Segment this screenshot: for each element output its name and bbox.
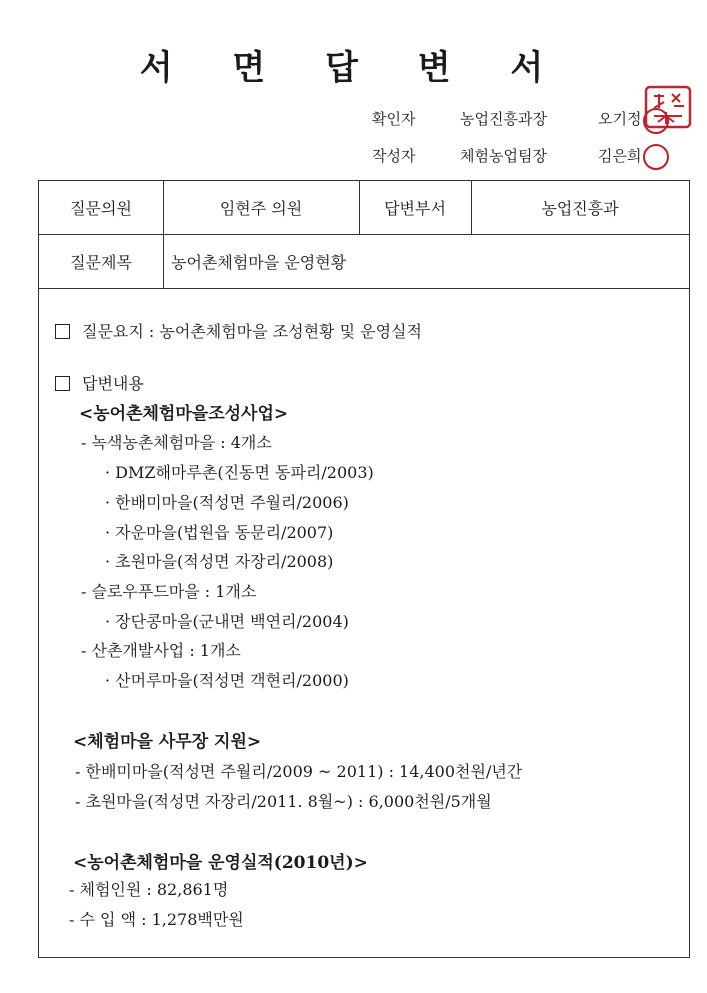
list-item: - 초원마을(적성면 자장리/2011. 8월~) : 6,000천원/5개월 <box>75 792 492 811</box>
list-item: - 한배미마을(적성면 주월리/2009 ~ 2011) : 14,400천원/년간 <box>75 762 523 781</box>
subject-label: 질문제목 <box>70 253 132 272</box>
dept-label: 체험농업팀장 <box>460 147 547 165</box>
list-item: - 녹색농촌체험마을 : 4개소 <box>81 433 272 452</box>
list-item: - 슬로우푸드마을 : 1개소 <box>81 582 257 601</box>
dept-label: 농업진흥과장 <box>460 110 547 128</box>
list-item: · 장단콩마을(군내면 백연리/2004) <box>105 612 349 631</box>
person-name: 김은희 <box>598 147 642 165</box>
list-item: - 수 입 액 : 1,278백만원 <box>69 910 244 929</box>
person-name: 오기정 <box>598 110 642 128</box>
list-item: · 자운마을(법원읍 동문리/2007) <box>105 523 334 542</box>
list-item: - 체험인원 : 82,861명 <box>69 880 229 899</box>
dept-value: 농업진흥과 <box>541 199 619 218</box>
list-item: · 초원마을(적성면 자장리/2008) <box>105 552 334 571</box>
questioner-value: 임현주 의원 <box>219 199 303 218</box>
list-item: · DMZ해마루촌(진동면 동파리/2003) <box>105 463 374 482</box>
section-title: <농어촌체험마을조성사업> <box>79 404 289 424</box>
personal-stamp-icon <box>643 108 669 134</box>
list-item: · 산머루마을(적성면 객현리/2000) <box>105 671 349 690</box>
checkbox-icon <box>55 324 70 339</box>
role-label: 작성자 <box>372 147 416 165</box>
checkbox-icon <box>55 376 70 391</box>
subject-row <box>39 235 689 289</box>
personal-stamp-icon <box>643 144 669 170</box>
section-title: <체험마을 사무장 지원> <box>73 732 262 752</box>
answer-form <box>38 180 690 958</box>
answer-item <box>55 371 144 394</box>
list-item: - 산촌개발사업 : 1개소 <box>81 641 241 660</box>
summary-item <box>55 319 422 342</box>
questioner-row <box>39 181 689 235</box>
dept-label: 답변부서 <box>384 199 446 218</box>
document-title: 서 면 답 변 서 <box>139 48 568 88</box>
answer-label: 답변내용 <box>82 374 144 393</box>
section-title: <농어촌체험마을 운영실적(2010년)> <box>73 853 368 873</box>
list-item: · 한배미마을(적성면 주월리/2006) <box>105 493 349 512</box>
summary-text: 질문요지 : 농어촌체험마을 조성현황 및 운영실적 <box>82 322 422 341</box>
role-label: 확인자 <box>372 110 416 128</box>
questioner-label: 질문의원 <box>70 199 132 218</box>
subject-value: 농어촌체험마을 운영현황 <box>171 253 347 272</box>
